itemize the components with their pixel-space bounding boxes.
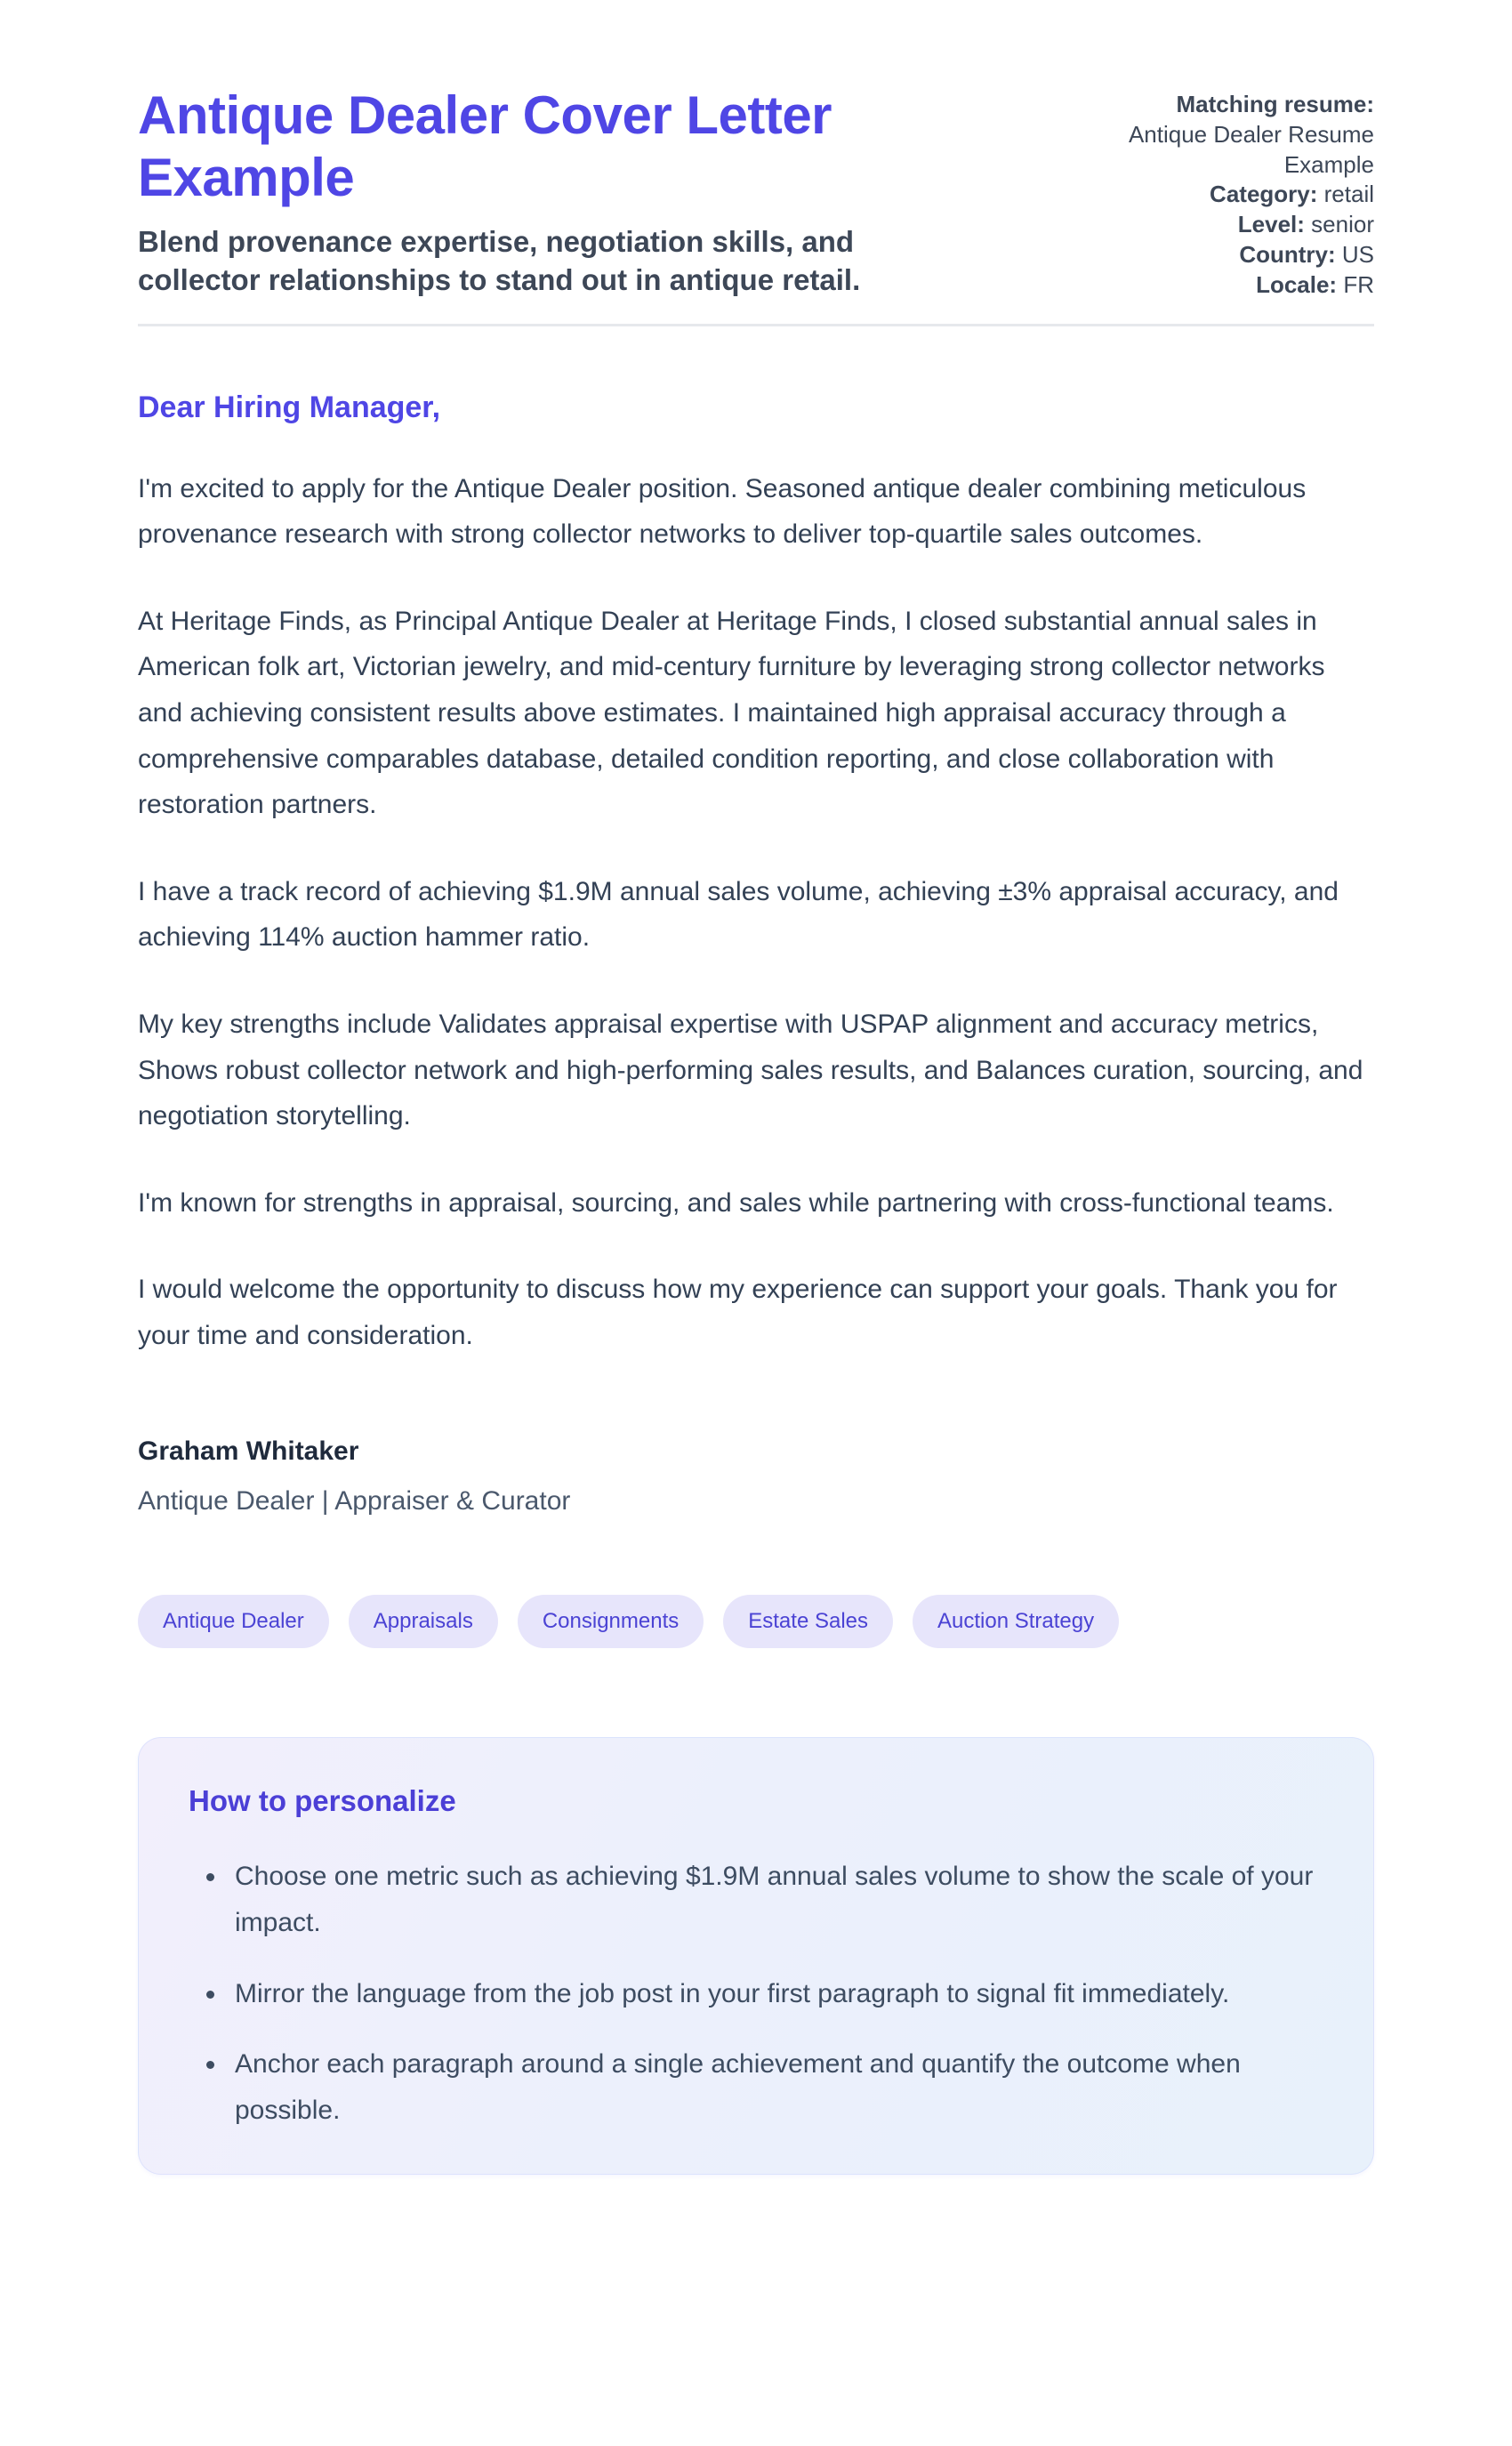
meta-field-level-label: Level: bbox=[1237, 211, 1305, 238]
tag-list bbox=[138, 1595, 1374, 1648]
meta-field-locale bbox=[1054, 270, 1374, 301]
letter-paragraph: At Heritage Finds, as Principal Antique Dealer at Heritage Finds, I closed substantial annual sales in American folk art, Victorian jewelry, and mid-century furniture by leveraging strong collector networks and achieving consistent results above estimates. I maintained high appraisal accuracy through a comprehensive comparables database, detailed condition reporting, and close collaboration with restoration partners. bbox=[138, 606, 1325, 820]
matching-resume-label bbox=[1054, 90, 1374, 120]
meta-field-country bbox=[1054, 240, 1374, 270]
meta-field-country-label: Country: bbox=[1239, 240, 1336, 268]
page-header bbox=[138, 84, 1374, 301]
tag-consignments[interactable]: Consignments bbox=[518, 1595, 704, 1648]
meta-field-level-value: senior bbox=[1311, 211, 1374, 238]
letter-paragraph: My key strengths include Validates appraisal expertise with USPAP alignment and accuracy metrics, Shows robust collector network and high-performing sales results, and Balances curation, sourcing, and negotiation storytelling. bbox=[138, 1009, 1363, 1131]
signature-block bbox=[138, 1436, 1374, 1517]
meta-field-category-value: retail bbox=[1323, 181, 1374, 208]
page-title: Antique Dealer Cover Letter Example bbox=[138, 85, 832, 207]
meta-field-category-label: Category: bbox=[1210, 181, 1318, 208]
meta-field-category bbox=[1054, 180, 1374, 210]
matching-resume-value: Antique Dealer Resume Example bbox=[1128, 120, 1374, 178]
meta-panel bbox=[1054, 84, 1374, 301]
personalize-tip: • Choose one metric such as achieving $1.9M annual sales volume to show the scale of your impact. bbox=[228, 1854, 1323, 1945]
letter-body bbox=[138, 390, 1374, 1517]
personalize-tip: • Mirror the language from the job post in your first paragraph to signal fit immediately. bbox=[228, 1971, 1323, 2017]
signature-name: Graham Whitaker bbox=[138, 1436, 359, 1467]
tag-estate-sales[interactable]: Estate Sales bbox=[723, 1595, 893, 1648]
letter-paragraph: I'm known for strengths in appraisal, sourcing, and sales while partnering with cross-functional teams. bbox=[138, 1187, 1334, 1218]
personalize-callout bbox=[138, 1737, 1374, 2175]
meta-field-level bbox=[1054, 210, 1374, 240]
title-block bbox=[138, 84, 1018, 300]
personalize-tip: • Anchor each paragraph around a single achievement and quantify the outcome when possible. bbox=[228, 2041, 1323, 2133]
letter-paragraph: I'm excited to apply for the Antique Dealer position. Seasoned antique dealer combining meticulous provenance research with strong collector networks to deliver top-quartile sales outcomes. bbox=[138, 473, 1307, 550]
tag-appraisals[interactable]: Appraisals bbox=[349, 1595, 498, 1648]
header-divider bbox=[138, 324, 1374, 326]
page-subtitle: Blend provenance expertise, negotiation skills, and collector relationships to stand out in antique retail. bbox=[138, 225, 861, 297]
personalize-tip-list bbox=[189, 1854, 1323, 2133]
letter-greeting: Dear Hiring Manager, bbox=[138, 390, 441, 424]
personalize-heading: How to personalize bbox=[189, 1784, 456, 1818]
letter-paragraph: I would welcome the opportunity to discuss how my experience can support your goals. Thank you for your time and consideration. bbox=[138, 1275, 1338, 1350]
tag-auction-strategy[interactable]: Auction Strategy bbox=[913, 1595, 1119, 1648]
meta-field-locale-value: FR bbox=[1343, 270, 1374, 298]
matching-resume-label-text: Matching resume: bbox=[1176, 91, 1374, 117]
tag-antique-dealer[interactable]: Antique Dealer bbox=[138, 1595, 329, 1648]
meta-field-country-value: US bbox=[1341, 240, 1374, 268]
letter-paragraph: I have a track record of achieving $1.9M annual sales volume, achieving ±3% appraisal accuracy, and achieving 114% auction hammer ratio. bbox=[138, 876, 1339, 953]
signature-role: Antique Dealer | Appraiser & Curator bbox=[138, 1486, 571, 1517]
meta-field-locale-label: Locale: bbox=[1256, 270, 1338, 298]
